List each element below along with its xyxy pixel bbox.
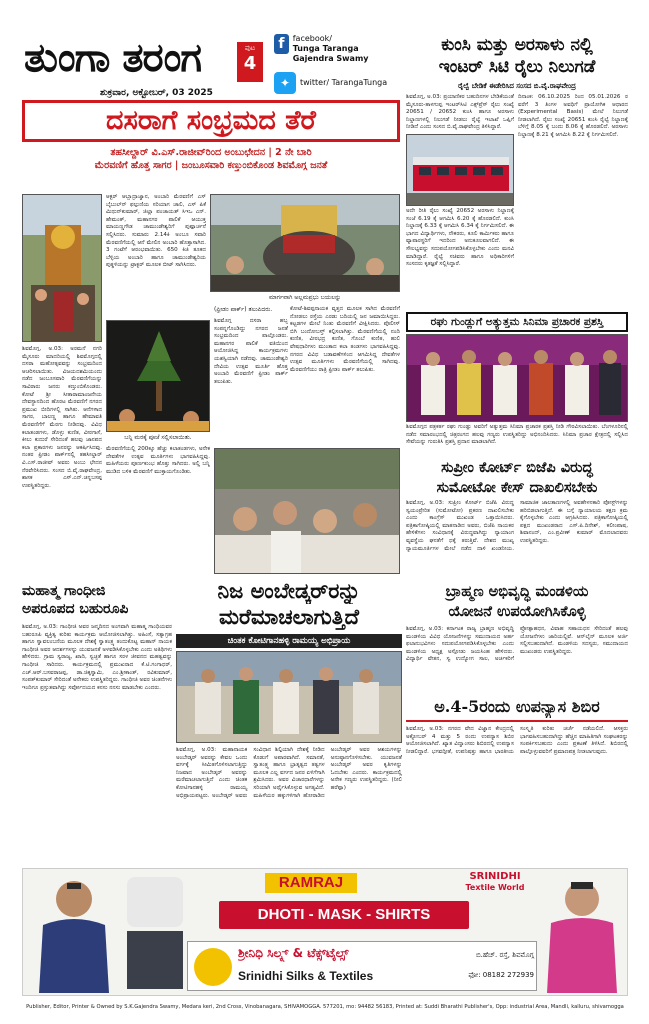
ad-brand-right — [455, 871, 535, 893]
court-headline-line1: ಸುಪ್ರೀಂ ಕೋರ್ಟ್ ಬಿಜೆಪಿ ವಿರುದ್ಧ — [441, 459, 593, 476]
masthead-title: ತುಂಗಾ ತರಂಗ — [24, 34, 202, 81]
upanyasa-headline: ಅ.4-5ರಂದು ಉಪನ್ಯಾಸ ಶಿಬಿರ — [434, 697, 600, 716]
caption-banni: ಬನ್ನಿ ಮರಕ್ಕೆ ಪೂಜೆ ಸಲ್ಲಿಸಲಾಯಿತು. — [124, 434, 192, 441]
lead-subheadline — [22, 146, 400, 172]
footer-imprint: Publisher, Editor, Printer & Owned by S.K.Gajendra Swamy, Medara keri, 2nd Cross, Vinobanagara, SHIVAMOGGA. 577201, mo: 94482 56183, Printed at: Suddi Bharathi Publisher's, Opp: industrial Area, Mandli, kalluru, shivamogga — [26, 1004, 624, 1010]
banni-tree-photo — [106, 320, 210, 432]
ad-brand-left: RAMRAJ — [265, 873, 357, 893]
page-number-box — [237, 42, 263, 82]
lead-body-b: ಶಿವಮೊಗ್ಗ, ಅ.03: ಅರಮನೆ ನಗರಿ ಮೈಸೂರು ಮಾದರಿಯಲ್ಲಿ ಶಿವಮೊಗ್ಗದಲ್ಲಿ ದಸರಾ ಮಹೋತ್ಸವವನ್ನು ಸಂಭ್ರಮದಿಂದ ಆಚರಿಸಲಾಯಿತು. ವಿಜಯದಶಮಿಯಂದು ನಡೆದ ಜಂಬೂಸವಾರಿ ಮೆರವಣಿಗೆಯನ್ನು ಸಾವಿರಾರು ಜನರು ಕಣ್ತುಂಬಿಕೊಂಡರು. ಕೋಟೆ ಶ್ರೀ ಸೀತಾರಾಮಾಂಜನೇಯ ದೇವಸ್ಥಾನದಿಂದ ಹೊರಟ ಮೆರವಣಿಗೆ ನಗರದ ಪ್ರಮುಖ ಬೀದಿಗಳಲ್ಲಿ ಸಾಗಿತು. ಆನೆಗಳಾದ ಸಾಗರ, ಬಾಲಣ್ಣ ಹಾಗೂ ಹೇಮಾವತಿ ಮೆರವಣಿಗೆಗೆ ಮೆರಗು ನೀಡಿದವು. ವಿವಿಧ ಕಲಾತಂಡಗಳು, ಡೊಳ್ಳು ಕುಣಿತ, ವೀರಗಾಸೆ, ಕೀಲು ಕುದುರೆ ಸೇರಿದಂತೆ ಹಲವು ಜಾನಪದ ಕಲಾ ಪ್ರಕಾರಗಳು ಜನರನ್ನು ಆಕರ್ಷಿಸಿದವು. ನಂತರ ಫ್ರೀಡಂ ಪಾರ್ಕ್‌ನಲ್ಲಿ ತಹಸೀಲ್ದಾರ್ ವಿ.ಎಸ್.ರಾಜೀವ್ ಅವರು ಅಂಬು ಛೇದನ ನೆರವೇರಿಸಿದರು. ಸಂಸದ ಬಿ.ವೈ.ರಾಘವೇಂದ್ರ, ಶಾಸಕ ಎಸ್.ಎನ್.ಚನ್ನಬಸಪ್ಪ ಉಪಸ್ಥಿತರಿದ್ದರು. — [22, 346, 102, 489]
gandhi-headline-line2: ಅಪರೂಪದ ಬಹುರೂಪಿ — [22, 601, 129, 617]
upanyasa-rule — [406, 720, 628, 722]
movie-headline: ರಘು ಗುಂಡ್ಲುಗೆ ಅತ್ಯುತ್ತಮ ಸಿನಿಮಾ ಪ್ರಚಾರಕ ಪ್ರಶಸ್ತಿ — [406, 312, 628, 332]
ad-mask-graphic — [127, 877, 183, 927]
ad-address: ಬಿ.ಹೆಚ್. ರಸ್ತೆ, ಶಿವಮೊಗ್ಗ — [475, 951, 534, 959]
page-number: 4 — [243, 53, 257, 74]
ad-shop-name-en: Srinidhi Silks & Textiles — [238, 969, 374, 983]
advertisement[interactable] — [22, 868, 628, 996]
ad-shop-name-bar — [187, 941, 537, 991]
court-headline — [406, 458, 628, 498]
ambedkar-headline-line1: ನಿಜ ಅಂಬೇಡ್ಕರ್‌ರನ್ನು — [217, 578, 361, 603]
social-links — [274, 34, 399, 94]
page-label: ಪುಟ — [244, 44, 256, 52]
ad-shirt-graphic — [127, 931, 183, 989]
lead-body-a: ಆಕ್ಟರ್ ಆಬ್ಬಾದ್ರಾಜ್ವಾನ, ಅಂಬಾರಿ ಮೆರವಣಿಗೆ ಎಸ್ ಬೈಬುಲ್‌ನ್ ಫಲ್ಗುಣಿಯ ಸರಿಯಾಗ ಚಾಲಿ, ಎಸ್ ಪಿಕೆ ಮಿಥುನ್‌ಕುಮಾರ್, ಜಿಲ್ಲಾ ಪಂಚಾಯತ್ ಸಿಇಒ ಎನ್. ಹೇಮಂತ್, ಮಹಾನಗರ ಪಾಲಿಕೆ ಆಯುಕ್ತ ಮಾಯಣ್ಣಗೌಡ ಚಾಮುಂಡೇಶ್ವರಿಗೆ ಪುಷ್ಪಾರ್ಚನೆ ಸಲ್ಲಿಸಿದರು. ಸುಮಾರು 2.14ಕಿ ಅಂಬೂ ಸವಾರಿ ಮೆರವಣಿಗೆಯಲ್ಲಿ ಆನೆ ಮೇಲಿನ ಅಂಬಾರಿ ಹೊತ್ತಾಸಾಗಿದ. 3 ಗಂಟೆಗೆ ಆರಂಭವಾಯಿತು. 650 ಕಿಜಿ ತೂಕದ ಬೆಳ್ಳಿಯ ಅಂಬಾರಿ ಹಾಗೂ ಚಾಮುಂಡೇಶ್ವರಿಯ ಪುತ್ಥಳಿಯನ್ನು ಟ್ರಾಕ್ಟರ್ ಮೂಲಕ ಬೀಟ್ ಸಾಗಿಸಿದರು. — [106, 194, 206, 269]
brahmin-headline — [406, 582, 628, 622]
gandhi-body: ಶಿವಮೊಗ್ಗ, ಅ.03: ಗಾಂಧೀಜಿ ಅವರ ಜನ್ಮದಿನದ ಅಂಗವಾಗಿ ಮಹಾತ್ಮ ಗಾಂಧಿಯವರ ಬಹುರೂಪಿ ವ್ಯಕ್ತಿತ್ವ ಕುರಿತು ಕಾರ್ಯಕ್ರಮ ಆಯೋಜಿಸಲಾಗಿತ್ತು. ಅಹಿಂಸೆ, ಸತ್ಯಾಗ್ರಹ ಹಾಗೂ ಸ್ವಾವಲಂಬನೆಯ ಮೂಲಕ ದೇಶಕ್ಕೆ ಸ್ವಾತಂತ್ರ್ಯ ತಂದುಕೊಟ್ಟ ಮಹಾನ್ ನಾಯಕ ಗಾಂಧೀಜಿ ಅವರ ಆದರ್ಶಗಳನ್ನು ಯುವಜನತೆ ಅಳವಡಿಸಿಕೊಳ್ಳಬೇಕು ಎಂದು ಅತಿಥಿಗಳು ಹೇಳಿದರು. ಗ್ರಾಮ ಸ್ವರಾಜ್ಯ, ಖಾದಿ, ಸ್ವಚ್ಛತೆ ಹಾಗೂ ಸರಳ ಜೀವನದ ಮಹತ್ವವನ್ನು ಗಾಂಧೀಜಿ ಸಾರಿದರು. ಕಾರ್ಯಕ್ರಮದಲ್ಲಿ ಪ್ರಮುಖರಾದ ಕೆ.ಟಿ.ಗಂಗಾಧರ್, ಎಚ್.ಆರ್.ಬಸವರಾಜಪ್ಪ, ಡಾ.ಚಿಕ್ಕಸ್ವಾಮಿ, ಎಂ.ಶ್ರೀಕಾಂತ್, ರವಿಕುಮಾರ್, ಸಂಪತ್‌ಕುಮಾರ್ ಸೇರಿದಂತೆ ಅನೇಕರು ಉಪಸ್ಥಿತರಿದ್ದರು. ಗಾಂಧೀಜಿ ಅವರ ಚಿಂತನೆಗಳು ಇಂದಿಗೂ ಪ್ರಸ್ತುತವಾಗಿದ್ದು ಸರ್ವೋದಯದ ಕನಸು ನನಸು ಮಾಡಬೇಕು ಎಂದರು. — [22, 624, 172, 691]
train-body-right: ದಿನಾಂಕ: 06.10.2025 ರಿಂದ 05.01.2026 ರ ವರೆಗೆ 3 ತಿಂಗಳ ಅವಧಿಗೆ ಪ್ರಾಯೋಗಿಕ ಆಧಾರದ (Experimental Basis) ಮೇಲೆ ನಿಲುಗಡೆ ನೀಡಲಾಗಿದೆ. ರೈಲು ಸಂಖ್ಯೆ 20651 ಕುಂಸಿ ರೈಲ್ವೆ ನಿಲ್ದಾಣಕ್ಕೆ ಬೆಳಿಗ್ಗೆ 8.05 ಕ್ಕೆ ಬಂದು 8.06 ಕ್ಕೆ ಹೊರಡಲಿದೆ. ಅರಸಾಳು ನಿಲ್ದಾಣಕ್ಕೆ 8.21 ಕ್ಕೆ ಆಗಮಿಸಿ 8.22 ಕ್ಕೆ ನಿರ್ಗಮಿಸಲಿದೆ. — [518, 94, 628, 138]
lead-headline: ದಸರಾಗೆ ಸಂಭ್ರಮದ ತೆರೆ — [22, 100, 400, 142]
train-photo — [406, 134, 514, 206]
train-subhead: ರೈಲ್ವೆ ಬೇಡಿಕೆ ಈಡೇರಿಸಿದ ಸಂಸದ ಬಿ.ವೈ.ರಾಘವೇಂದ್ರ — [458, 82, 576, 90]
ad-phone: ಫೋ: 08182 272939 — [468, 971, 534, 979]
upanyasa-body: ಶಿವಮೊಗ್ಗ, ಅ.03: ನಗರದ ವೇದ ವಿಜ್ಞಾನ ಕೇಂದ್ರದಲ್ಲಿ ಅಕ್ಟೋಬರ್ 4 ಮತ್ತು 5 ರಂದು ಉಪನ್ಯಾಸ ಶಿಬಿರ ಆಯೋಜಿಸಲಾಗಿದೆ. ಖ್ಯಾತ ವಿದ್ವಾಂಸರು ಶಿಬಿರದಲ್ಲಿ ಉಪನ್ಯಾಸ ನೀಡಲಿದ್ದಾರೆ. ಭಗವದ್ಗೀತೆ, ಉಪನಿಷತ್ತು ಹಾಗೂ ಭಾರತೀಯ ಸಂಸ್ಕೃತಿ ಕುರಿತು ಚರ್ಚೆ ನಡೆಯಲಿದೆ. ಆಸಕ್ತರು ಭಾಗವಹಿಸಬಹುದಾಗಿದ್ದು ಹೆಚ್ಚಿನ ಮಾಹಿತಿಗಾಗಿ ಸಂಘಟಕರನ್ನು ಸಂಪರ್ಕಿಸಬಹುದು ಎಂದು ಪ್ರಕಟಣೆ ತಿಳಿಸಿದೆ. ಶಿಬಿರದಲ್ಲಿ ಪಾಲ್ಗೊಳ್ಳುವವರಿಗೆ ಪ್ರಮಾಣಪತ್ರ ನೀಡಲಾಗುವುದು. — [406, 726, 628, 755]
caption-freedom-park: (ಫ್ರೀಡಂ ಪಾರ್ಕ್) ತಲುಪಿದರು. — [214, 306, 273, 313]
ad-brand-right-line2: Textile World — [465, 883, 525, 892]
lead-body-d: ಕೋಟೆ-ಶಿವಪ್ಪನಾಯಕ ವೃತ್ತದ ಮೂಲಕ ಸಾಗಿದ ಮೆರವಣಿಗೆ ನೋಡಲು ರಸ್ತೆಯ ಎರಡು ಬದಿಯಲ್ಲಿ ಜನ ಜಮಾಯಿಸಿದ್ದರು. ಕಟ್ಟಡಗಳ ಮೇಲೆ ನಿಂತು ಮೆರವಣಿಗೆ ವೀಕ್ಷಿಸಿದರು. ಪೊಲೀಸ್ ಬಿಗಿ ಬಂದೋಬಸ್ತ್ ಕಲ್ಪಿಸಲಾಗಿತ್ತು. ಮೆರವಣಿಗೆಯಲ್ಲಿ ನಂದಿ ಕುಣಿತ, ವೀರಭದ್ರ ಕುಣಿತ, ಗೊಂಬೆ ಕುಣಿತ, ಹುಲಿ ವೇಷಧಾರಿಗಳು ಮುಂತಾದ ಕಲಾ ತಂಡಗಳು ಭಾಗವಹಿಸಿದ್ದವು. ನಗರದ ವಿವಿಧ ಬಡಾವಣೆಗಳಿಂದ ಆಗಮಿಸಿದ್ದ ದೇವತೆಗಳ ಉತ್ಸವ ಮೂರ್ತಿಗಳು ಮೆರವಣಿಗೆಯಲ್ಲಿ ಸಾಗಿದವು. ಮೆರವಣಿಗೆಯು ರಾತ್ರಿ ಫ್ರೀಡಂ ಪಾರ್ಕ್ ತಲುಪಿತು. — [290, 306, 400, 373]
facebook-icon[interactable]: f — [274, 34, 289, 54]
ambedkar-quote-bar: ಚಿಂತಕ ಕೋಟಿಗಾನಹಳ್ಳಿ ರಾಮಯ್ಯ ಅಭಿಪ್ರಾಯ — [176, 634, 402, 648]
lead-subhead-line2: ಮೆರವಣಿಗೆ ಹೊತ್ತ ಸಾಗರ | ಜಂಬೂಸವಾರಿ ಕಣ್ತುಂಬಿಕೊಂಡ ಶಿವಮೊಗ್ಗ ಜನತೆ — [94, 160, 328, 171]
lead-subhead-line1: ತಹಸೀಲ್ದಾರ್ ವಿ.ಎಸ್.ರಾಜೀವ್‌ರಿಂದ ಅಂಬುಛೇದನ | 2 ನೇ ಬಾರಿ — [110, 147, 312, 158]
movie-caption: ಶಿವಮೊಗ್ಗದ ಪತ್ರಕರ್ತ ರಘು ಗುಂಡ್ಲು ಅವರಿಗೆ ಅತ್ಯುತ್ತಮ ಸಿನಿಮಾ ಪ್ರಚಾರಕ ಪ್ರಶಸ್ತಿ ನೀಡಿ ಗೌರವಿಸಲಾಯಿತು. ಬೆಂಗಳೂರಿನಲ್ಲಿ ನಡೆದ ಸಮಾರಂಭದಲ್ಲಿ ಚಿತ್ರರಂಗದ ಹಲವು ಗಣ್ಯರು ಉಪಸ್ಥಿತರಿದ್ದು ಅಭಿನಂದಿಸಿದರು. ಸಿನಿಮಾ ಪ್ರಚಾರ ಕ್ಷೇತ್ರದಲ್ಲಿ ಸಲ್ಲಿಸಿದ ಸೇವೆಯನ್ನು ಗುರುತಿಸಿ ಪ್ರಶಸ್ತಿ ಪ್ರದಾನ ಮಾಡಲಾಗಿದೆ. — [406, 424, 628, 446]
crowd-photo — [214, 448, 400, 574]
ad-logo — [194, 948, 232, 986]
train-headline-line2: ಇಂಟರ್ ಸಿಟಿ ರೈಲು ನಿಲುಗಡೆ — [438, 57, 596, 77]
gandhi-headline — [22, 582, 172, 618]
procession-photo-left — [22, 194, 102, 342]
court-body: ಶಿವಮೊಗ್ಗ, ಅ.03: ಸುಪ್ರೀಂ ಕೋರ್ಟ್ ಬಿಜೆಪಿ ವಿರುದ್ಧ ಸ್ವಯಂಪ್ರೇರಿತ (ಸುಮೋಟೋ) ಪ್ರಕರಣ ದಾಖಲಿಸಬೇಕು ಎಂದು ಕಾಂಗ್ರೆಸ್ ಮುಖಂಡ ಒತ್ತಾಯಿಸಿದರು. ಪತ್ರಿಕಾಗೋಷ್ಠಿಯಲ್ಲಿ ಮಾತನಾಡಿದ ಅವರು, ಬಿಜೆಪಿ ನಾಯಕರ ಹೇಳಿಕೆಗಳು ಸಂವಿಧಾನಕ್ಕೆ ವಿರುದ್ಧವಾಗಿದ್ದು ನ್ಯಾಯಾಂಗ ವ್ಯವಸ್ಥೆಯ ಘನತೆಗೆ ಧಕ್ಕೆ ತರುತ್ತಿವೆ. ದೇಶದ ಮುಖ್ಯ ನ್ಯಾಯಮೂರ್ತಿಗಳ ಮೇಲೆ ನಡೆದ ದಾಳಿ ಖಂಡನೀಯ. ಸಾಮಾಜಿಕ ಜಾಲತಾಣಗಳಲ್ಲಿ ಅವಹೇಳನಕಾರಿ ಪೋಸ್ಟ್‌ಗಳನ್ನು ಹರಿಬಿಡಲಾಗುತ್ತಿದೆ. ಈ ಬಗ್ಗೆ ನ್ಯಾಯಾಲಯ ತಕ್ಷಣ ಕ್ರಮ ಕೈಗೊಳ್ಳಬೇಕು ಎಂದು ಆಗ್ರಹಿಸಿದರು. ಪತ್ರಿಕಾಗೋಷ್ಠಿಯಲ್ಲಿ ಪಕ್ಷದ ಮುಖಂಡರಾದ ಎಸ್.ಪಿ.ದಿನೇಶ್, ಕಲೀಂಪಾಷ, ಶಿವಾನಂದ್, ಎಂ.ಪ್ರವೀಣ್ ಕುಮಾರ್ ಮೊದಲಾದವರು ಉಪಸ್ಥಿತರಿದ್ದರು. — [406, 500, 628, 552]
twitter-icon[interactable]: ✦ — [274, 72, 296, 94]
lead-body-c: ಶಿವಮೊಗ್ಗ ದಸರಾ ಹಬ್ಬ ಸಂಪನ್ನಗೊಂಡಿದ್ದು ನಗರದ ಜನತೆ ಸಂಭ್ರಮದಿಂದ ಪಾಲ್ಗೊಂಡರು. ಮಹಾನಗರ ಪಾಲಿಕೆ ವತಿಯಿಂದ ಆಯೋಜಿಸಿದ್ದ ಕಾರ್ಯಕ್ರಮಗಳು ಯಶಸ್ವಿಯಾಗಿ ನಡೆದವು. ಚಾಮುಂಡೇಶ್ವರಿ ದೇವಿಯ ಉತ್ಸವ ಮೂರ್ತಿ ಹೊತ್ತ ಅಂಬಾರಿ ಮೆರವಣಿಗೆ ಫ್ರೀಡಂ ಪಾರ್ಕ್ ತಲುಪಿತು. — [214, 318, 288, 385]
ambedkar-event-photo — [176, 651, 402, 743]
facebook-name[interactable]: Tunga Taranga Gajendra Swamy — [292, 44, 369, 63]
ad-model-left — [29, 873, 119, 993]
train-headline-line1: ಕುಂಸಿ ಮತ್ತು ಅರಸಾಳು ನಲ್ಲಿ — [441, 35, 593, 55]
train-headline — [406, 34, 628, 78]
brahmin-body: ಶಿವಮೊಗ್ಗ, ಅ.03: ಕರ್ನಾಟಕ ರಾಜ್ಯ ಬ್ರಾಹ್ಮಣ ಅಭಿವೃದ್ಧಿ ಮಂಡಳಿಯ ವಿವಿಧ ಯೋಜನೆಗಳನ್ನು ಸಮುದಾಯದ ಅರ್ಹ ಫಲಾನುಭವಿಗಳು ಸದುಪಯೋಗಪಡಿಸಿಕೊಳ್ಳಬೇಕು ಎಂದು ಮಂಡಳಿಯ ಅಧ್ಯಕ್ಷ ಅಸ್ಗೋಡು ಜಯಸಿಂಹ ಹೇಳಿದರು. ವಿದ್ಯಾರ್ಥಿ ವೇತನ, ಸ್ವ ಉದ್ಯೋಗ ಸಾಲ, ಅರ್ಚಕರಿಗೆ ಪ್ರೋತ್ಸಾಹಧನ, ವಿವಾಹ ಸಹಾಯಧನ ಸೇರಿದಂತೆ ಹಲವು ಯೋಜನೆಗಳು ಜಾರಿಯಲ್ಲಿವೆ. ಆನ್‌ಲೈನ್ ಮೂಲಕ ಅರ್ಜಿ ಸಲ್ಲಿಸಬಹುದಾಗಿದೆ. ಮಂಡಳಿಯ ಸದಸ್ಯರು, ಸಮುದಾಯದ ಮುಖಂಡರು ಉಪಸ್ಥಿತರಿದ್ದರು. — [406, 626, 628, 663]
facebook-label[interactable]: facebook/ — [292, 34, 332, 43]
ambedkar-body: ಶಿವಮೊಗ್ಗ, ಅ.03: ಮಹಾನಾಯಕ ಅಂಬೇಡ್ಕರ್ ಅವರನ್ನು ಕೇವಲ ಒಂದು ವರ್ಗಕ್ಕೆ ಸೀಮಿತಗೊಳಿಸಲಾಗುತ್ತಿದ್ದು ನಿಜವಾದ ಅಂಬೇಡ್ಕರ್ ಅವರನ್ನು ಮರೆಮಾಚಲಾಗುತ್ತಿದೆ ಎಂದು ಚಿಂತಕ ಕೋಟಿಗಾನಹಳ್ಳಿ ರಾಮಯ್ಯ ಅಭಿಪ್ರಾಯಪಟ್ಟರು. ಅಂಬೇಡ್ಕರ್ ಅವರು ಸಂವಿಧಾನ ಶಿಲ್ಪಿಯಾಗಿ ದೇಶಕ್ಕೆ ನೀಡಿದ ಕೊಡುಗೆ ಅಪಾರವಾಗಿದೆ. ಸಮಾನತೆ, ಸ್ವಾತಂತ್ರ್ಯ ಹಾಗೂ ಭ್ರಾತೃತ್ವದ ತತ್ವಗಳ ಮೂಲಕ ಎಲ್ಲ ವರ್ಗದ ಜನರ ಏಳಿಗೆಗಾಗಿ ಶ್ರಮಿಸಿದರು. ಅವರ ವಿಚಾರಧಾರೆಗಳನ್ನು ಸರಿಯಾಗಿ ಅರ್ಥೈಸಿಕೊಳ್ಳುವ ಅಗತ್ಯವಿದೆ. ಮಹಿಳೆಯರ ಹಕ್ಕುಗಳಿಗಾಗಿ ಹೋರಾಡಿದ ಅಂಬೇಡ್ಕರ್ ಅವರ ಆಶಯಗಳನ್ನು ಅನುಷ್ಠಾನಗೊಳಿಸಬೇಕು. ಯುವಜನತೆ ಅಂಬೇಡ್ಕರ್ ಅವರ ಕೃತಿಗಳನ್ನು ಓದಬೇಕು ಎಂದರು. ಕಾರ್ಯಕ್ರಮದಲ್ಲಿ ಅನೇಕ ಗಣ್ಯರು ಉಪಸ್ಥಿತರಿದ್ದರು. (ನೀಲಿ ಹರೆಪ್ಪಾ) — [176, 747, 402, 799]
gandhi-headline-line1: ಮಹಾತ್ಮ ಗಾಂಧೀಜಿ — [22, 583, 106, 599]
ambedkar-headline — [176, 578, 402, 630]
ad-brand-right-line1: SRINIDHI — [469, 871, 521, 882]
brahmin-headline-line1: ಬ್ರಾಹ್ಮಣ ಅಭಿವೃದ್ಧಿ ಮಂಡಳಿಯ — [445, 583, 589, 600]
train-body-left-lower: ಅದೇ ರೀತಿ ರೈಲು ಸಂಖ್ಯೆ 20652 ಅರಸಾಳು ನಿಲ್ದಾಣಕ್ಕೆ ಸಂಜೆ 6.19 ಕ್ಕೆ ಆಗಮಿಸಿ 6.20 ಕ್ಕೆ ಹೊರಡಲಿದೆ. ಕುಂಸಿ ನಿಲ್ದಾಣಕ್ಕೆ 6.33 ಕ್ಕೆ ಆಗಮಿಸಿ 6.34 ಕ್ಕೆ ನಿರ್ಗಮಿಸಲಿದೆ. ಈ ಭಾಗದ ವಿದ್ಯಾರ್ಥಿಗಳು, ನೌಕರರು, ಕೂಲಿ ಕಾರ್ಮಿಕರು ಹಾಗೂ ವ್ಯಾಪಾರಸ್ಥರಿಗೆ ಇದರಿಂದ ಅನುಕೂಲವಾಗಲಿದೆ. ಈ ಸೌಲಭ್ಯವನ್ನು ಸದುಪಯೋಗಪಡಿಸಿಕೊಳ್ಳಬೇಕು ಎಂದು ಮನವಿ ಮಾಡಿದ್ದಾರೆ. ರೈಲ್ವೆ ಸಚಿವರು ಹಾಗೂ ಅಧಿಕಾರಿಗಳಿಗೆ ಸಂಸದರು ಕೃತಜ್ಞತೆ ಸಲ್ಲಿಸಿದ್ದಾರೆ. — [406, 208, 514, 268]
caption-elephant: ಮಾರ್ಗವಾಗಿ ಅಲ್ಲಮಪ್ರಭು ಬಯಲನ್ನು — [268, 294, 342, 301]
brahmin-headline-line2: ಯೋಜನೆ ಉಪಯೋಗಿಸಿಕೊಳ್ಳಿ — [448, 603, 586, 620]
elephant-ambari-photo — [210, 194, 400, 292]
ad-products: DHOTI - MASK - SHIRTS — [219, 901, 469, 929]
twitter-handle[interactable]: twitter/ TarangaTunga — [300, 78, 388, 87]
ambedkar-headline-line2: ಮರೆಮಾಚಲಾಗುತ್ತಿದೆ — [218, 604, 360, 629]
ad-model-right — [539, 873, 625, 993]
ad-shop-name-kn: ಶ್ರೀನಿಧಿ ಸಿಲ್ಕ್ಸ್ & ಟೆಕ್ಸ್‌ಟೈಲ್ಸ್ — [238, 946, 349, 960]
award-ceremony-photo — [406, 334, 628, 422]
train-body-left: ಶಿವಮೊಗ್ಗ, ಅ.03: ಪ್ರಯಾಣಿಕರ ಬಹುದಿನಗಳ ಬೇಡಿಕೆಯಂತೆ ಮೈಸೂರು-ತಾಳಗುಪ್ಪ ಇಂಟರ್‌ಸಿಟಿ ಎಕ್ಸ್‌ಪ್ರೆಸ್ ರೈಲು ಸಂಖ್ಯೆ 20651 / 20652 ಕುಂಸಿ ಹಾಗೂ ಅರಸಾಳು ನಿಲ್ದಾಣಗಳಲ್ಲಿ ನಿಲುಗಡೆ ನೀಡಲು ರೈಲ್ವೆ ಇಲಾಖೆ ಒಪ್ಪಿಗೆ ನೀಡಿದೆ ಎಂದು ಸಂಸದ ಬಿ.ವೈ.ರಾಘವೇಂದ್ರ ತಿಳಿಸಿದ್ದಾರೆ. — [406, 94, 514, 131]
issue-date: ಶುಕ್ರವಾರ, ಅಕ್ಟೋಬರ್, 03 2025 — [100, 88, 213, 98]
lead-body-e: ಮೆರವಣಿಗೆಯಲ್ಲಿ 200ಕ್ಕೂ ಹೆಚ್ಚು ಕಲಾತಂಡಗಳು, ಅನೇಕ ದೇವತೆಗಳ ಉತ್ಸವ ಮೂರ್ತಿಗಳು ಭಾಗವಹಿಸಿದ್ದವು. ಮಹಿಳೆಯರು ಪೂರ್ಣಕುಂಭ ಹೊತ್ತು ಸಾಗಿದರು. ಅಲ್ಲಿ ಬನ್ನಿ ಮುಡಿದ ಬಳಿಕ ಮೆರವಣಿಗೆ ಮುಕ್ತಾಯಗೊಂಡಿತು. — [106, 446, 210, 475]
court-headline-line2: ಸುಮೋಟೋ ಕೇಸ್ ದಾಖಲಿಸಬೇಕು — [436, 479, 598, 496]
